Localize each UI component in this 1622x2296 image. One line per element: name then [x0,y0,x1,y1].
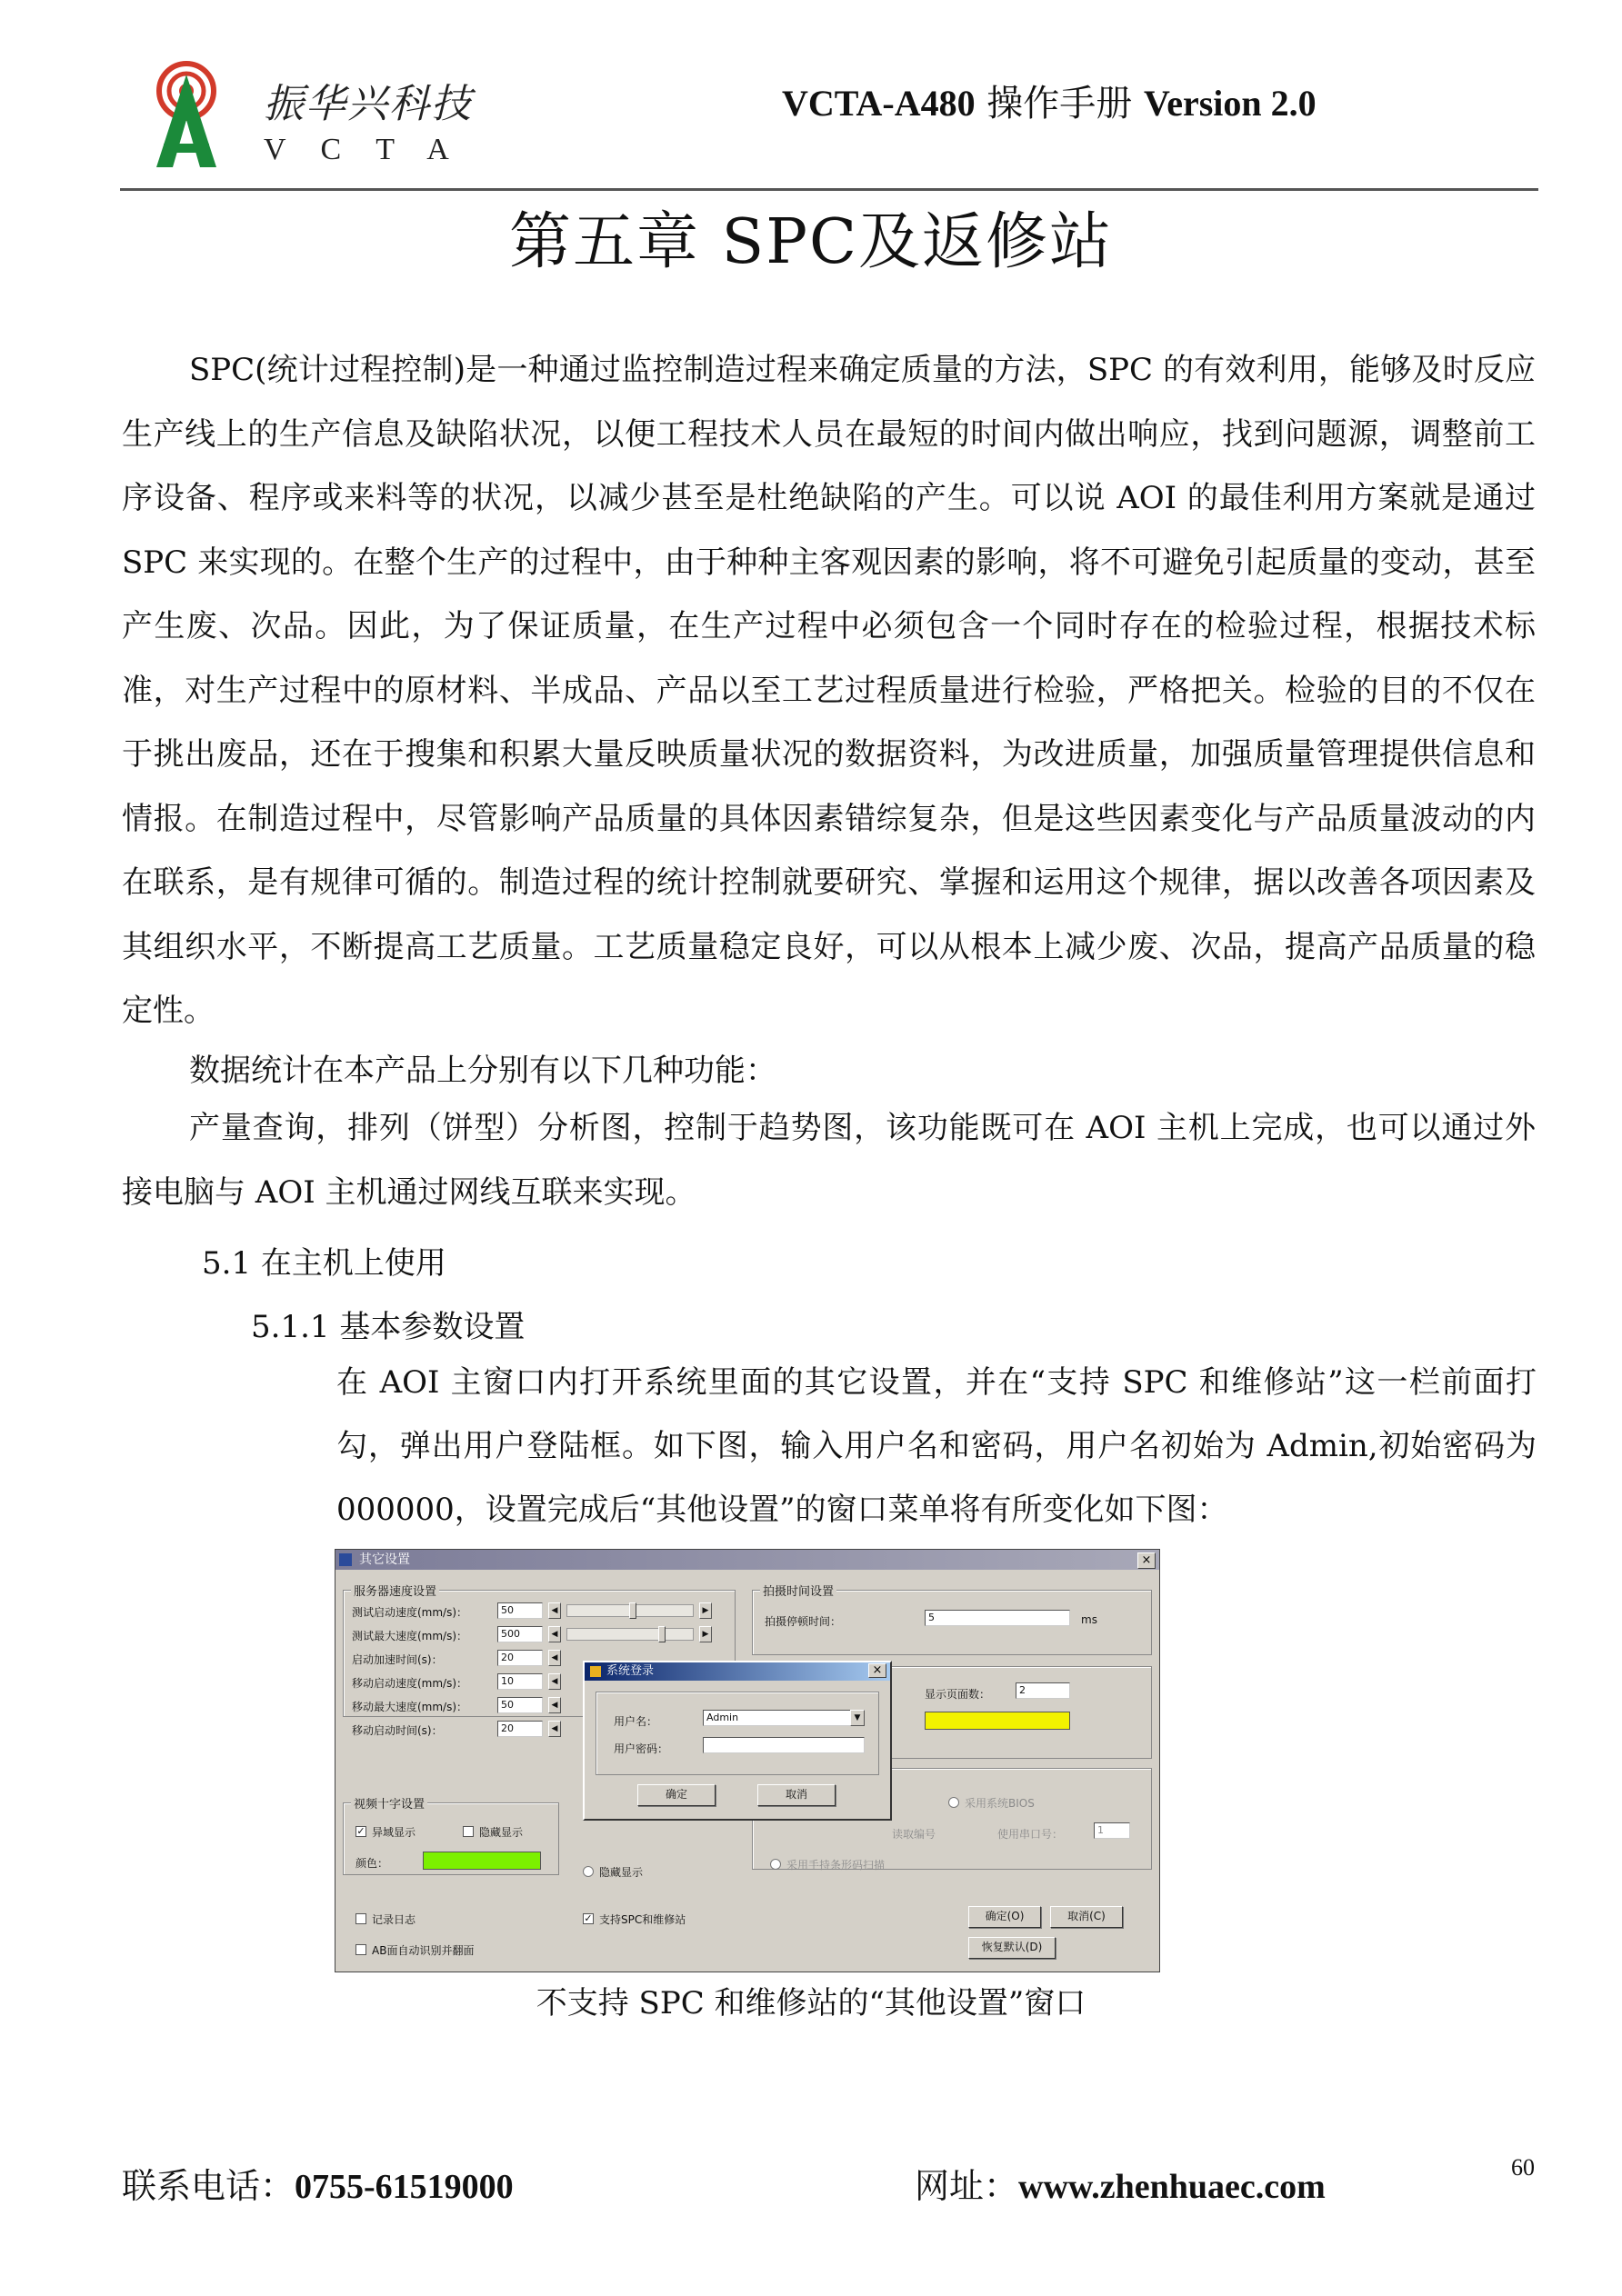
section-heading-5-1: 5.1 在主机上使用 [202,1245,446,1282]
spc-support-label: 支持SPC和维修站 [599,1913,686,1926]
page-count-label: 显示页面数： [925,1688,991,1701]
settings-paragraph: 在 AOI 主窗口内打开系统里面的其它设置，并在“支持 SPC 和维修站”这一栏前面打勾，弹出用户登陆框。如下图，输入用户名和密码，用户名初始为 Admin,初始密码为 000000，设置完成后“其他设置”的窗口菜单将有所变化如下图： [336,1364,1537,1528]
spin-left-icon[interactable]: ◀ [548,1673,561,1690]
window-title: 其它设置 [359,1552,410,1567]
log-checkbox[interactable] [355,1913,366,1924]
close-icon[interactable]: × [1137,1552,1156,1569]
servo-row-input[interactable]: 10 [497,1673,543,1690]
yellow-color-swatch[interactable] [925,1712,1070,1730]
login-ok-button[interactable]: 确定 [637,1784,716,1806]
read-number-label: 读取编号 [892,1828,936,1841]
spin-left-icon[interactable]: ◀ [548,1626,561,1642]
manual-model: VCTA-A480 [782,83,976,124]
speed-slider[interactable] [566,1628,694,1641]
serial-port-label: 使用串口号： [997,1828,1064,1841]
restore-defaults-button[interactable]: 恢复默认(D) [968,1937,1056,1959]
figure-caption: 不支持 SPC 和维修站的“其他设置”窗口 [536,1985,1086,2021]
handheld-scan-radio[interactable] [770,1859,781,1870]
company-logo [136,56,236,175]
footer-phone [122,2158,514,2208]
ok-button[interactable]: 确定(O) [968,1906,1041,1928]
capture-delay-unit: ms [1081,1613,1097,1626]
serial-port-input[interactable]: 1 [1094,1822,1130,1839]
servo-row-label: 移动启动速度(mm/s)： [352,1677,468,1690]
capture-delay-input[interactable]: 5 [925,1610,1070,1626]
ab-side-label: AB面自动识别并翻面 [372,1944,475,1957]
servo-row-input[interactable]: 20 [497,1721,543,1737]
slider-thumb[interactable] [658,1626,666,1642]
chevron-down-icon[interactable]: ▼ [850,1710,865,1726]
capture-time-group-label: 拍摄时间设置 [760,1582,836,1599]
servo-row-input[interactable]: 500 [497,1626,543,1642]
slider-thumb[interactable] [629,1602,636,1619]
cross-hide-checkbox[interactable] [463,1826,474,1837]
username-label: 用户名： [614,1715,658,1728]
login-close-icon[interactable]: × [868,1663,886,1678]
system-bios-label: 采用系统BIOS [965,1797,1035,1810]
manual-title [782,75,1317,126]
manual-version: Version 2.0 [1144,83,1317,124]
capture-delay-label: 拍摄停顿时间： [765,1615,842,1628]
spin-right-icon[interactable]: ▶ [699,1626,712,1642]
handheld-scan-label: 采用手持条形码扫描 [786,1859,886,1872]
servo-row-input[interactable]: 50 [497,1697,543,1713]
speed-slider[interactable] [566,1604,694,1617]
page-count-input[interactable]: 2 [1016,1682,1070,1699]
login-title: 系统登录 [606,1664,655,1678]
functions-intro: 数据统计在本产品上分别有以下几种功能： [189,1053,776,1089]
spin-left-icon[interactable]: ◀ [548,1697,561,1713]
spin-left-icon[interactable]: ◀ [548,1650,561,1666]
log-label: 记录日志 [372,1913,416,1926]
phone-number: 0755-61519000 [295,2168,514,2206]
manual-label: 操作手册 [975,83,1145,125]
servo-row-label: 移动启动时间(s)： [352,1724,443,1737]
spin-left-icon[interactable]: ◀ [548,1602,561,1619]
header-divider [120,188,1538,191]
login-cancel-button[interactable]: 取消 [757,1784,836,1806]
color-label: 颜色： [355,1857,389,1870]
password-label: 用户密码： [614,1742,669,1755]
password-input[interactable] [703,1737,865,1753]
page-number: 60 [1511,2154,1535,2181]
chapter-title: 第五章 SPC及返修站 [509,206,1113,278]
username-select[interactable]: Admin [703,1710,865,1726]
servo-row-input[interactable]: 50 [497,1602,543,1619]
app-icon [339,1553,352,1566]
window-titlebar [335,1550,1159,1570]
website-label: 网址： [915,2166,1019,2206]
servo-row-label: 启动加速时间(s)： [352,1653,443,1666]
functions-paragraph: 产量查询，排列（饼型）分析图，控制于趋势图，该功能既可在 AOI 主机上完成，也可以通过外接电脑与 AOI 主机通过网线互联来实现。 [122,1110,1536,1211]
intro-paragraph: SPC(统计过程控制)是一种通过监控制造过程来确定质量的方法，SPC 的有效利用，能够及时反应生产线上的生产信息及缺陷状况，以便工程技术人员在最短的时间内做出响应，找到问题源，调整前工序设备、程序或来料等的状况，以减少甚至是杜绝缺陷的产生。可以说 AOI 的最佳利用方案就是通过 SPC 来实现的。在整个生产的过程中，由于种种主客观因素的影响，将不可避免引起质量的变动，甚至产生废、次品。因此，为了保证质量，在生产过程中必须包含一个同时存在的检验过程，根据技术标准，对生产过程中的原材料、半成品、产品以至工艺过程质量进行检验，严格把关。检验的目的不仅在于挑出废品，还在于搜集和积累大量反映质量状况的数据资料，为改进质量，加强质量管理提供信息和情报。在制造过程中，尽管影响产品质量的具体因素错综复杂，但是这些因素变化与产品质量波动的内在联系，是有规律可循的。制造过程的统计控制就要研究、掌握和运用这个规律，据以改善各项因素及其组织水平，不断提高工艺质量。工艺质量稳定良好，可以从根本上减少废、次品，提高产品质量的稳定性。 [122,352,1536,1029]
login-titlebar [585,1662,890,1681]
footer-website [915,2158,1326,2208]
hidden-display-radio[interactable] [583,1866,594,1877]
cancel-button[interactable]: 取消(C) [1050,1906,1123,1928]
servo-row-input[interactable]: 20 [497,1650,543,1666]
spc-support-checkbox[interactable]: ✓ [584,1912,593,1924]
brand-english-name: VCTA [264,133,484,166]
system-bios-radio[interactable] [948,1797,959,1808]
servo-row-label: 移动最大速度(mm/s)： [352,1701,468,1713]
section-heading-5-1-1: 5.1.1 基本参数设置 [251,1309,526,1345]
website-url[interactable]: www.zhenhuaec.com [1018,2168,1326,2206]
spin-right-icon[interactable]: ▶ [699,1602,712,1619]
cross-hide-label: 隐藏显示 [479,1826,524,1839]
hidden-display-label: 隐藏显示 [599,1866,644,1879]
ab-side-checkbox[interactable] [355,1944,366,1955]
spin-left-icon[interactable]: ◀ [548,1721,561,1737]
green-color-swatch[interactable] [423,1852,541,1870]
brand-chinese-name: 振华兴科技 [264,81,473,127]
crosshair-group-label: 视频十字设置 [351,1794,427,1812]
servo-speed-group-label: 服务器速度设置 [351,1582,439,1599]
servo-row-label: 测试启动速度(mm/s)： [352,1606,468,1619]
cross-show-checkbox[interactable]: ✓ [356,1825,365,1837]
key-icon [590,1666,601,1677]
other-settings-screenshot [335,1549,1160,1972]
login-dialog [583,1661,892,1821]
servo-row-label: 测试最大速度(mm/s)： [352,1630,468,1642]
login-fields-group [596,1692,879,1775]
phone-label: 联系电话： [122,2166,295,2206]
cross-show-label: 异域显示 [372,1826,416,1839]
